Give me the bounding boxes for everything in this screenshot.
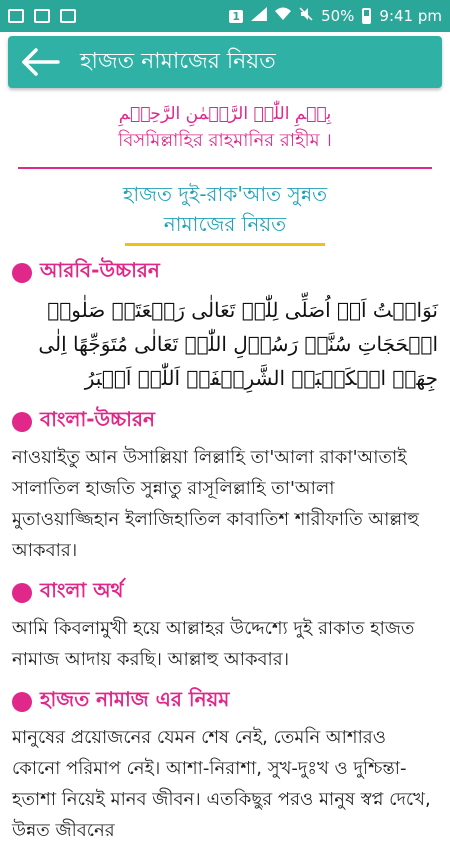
signal-icon	[251, 7, 267, 25]
gallery-icon	[8, 9, 24, 23]
section-title-rules: হাজত নামাজ এর নিয়ম	[12, 685, 438, 718]
bullet-icon	[12, 692, 32, 712]
section-title-bangla-meaning: বাংলা অর্থ	[12, 576, 438, 609]
article-heading	[12, 179, 438, 239]
section-title-bangla-pronunciation: বাংলা-উচ্চারন	[12, 405, 438, 438]
bullet-icon	[12, 263, 32, 283]
bismillah-bangla: বিসমিল্লাহির রাহমানির রাহীম ।	[118, 130, 332, 151]
rules-text: মানুষের প্রয়োজনের যেমন শেষ নেই, তেমনি আশারও কোনো পরিমাপ নেই। আশা-নিরাশা, সুখ-দুঃখ ও দুশ্চিন্তা-হতাশা নিয়েই মানব জীবন। এতকিছুর পরও মানুষ স্বপ্ন দেখে, উন্নত জীবনের	[12, 727, 431, 841]
bangla-pronunciation-text: নাওয়াইতু আন উসাল্লিয়া লিল্লাহি তা'আলা রাকা'আতাই সালাতিল হাজতি সুন্নাতু রাসূলিল্লাহি তা'আলা মুতাওয়াজ্জিহান ইলাজিহাতিল কাবাতিশ শারীফাতি আল্লাহু আকবার।	[12, 447, 419, 561]
heading-underline	[125, 243, 325, 246]
battery-icon	[362, 8, 371, 24]
mute-icon	[299, 7, 313, 25]
heading-line-1: হাজত দুই-রাক'আত সুন্নত	[122, 182, 328, 206]
back-button[interactable]	[18, 42, 62, 82]
arabic-niyat-text: نَوَایۡتُ اَنۡ اُصَلِّی لِلّٰہِ تَعَالٰی رَکۡعَتَیۡ صَلٰوۃِ الۡحَجَاتِ سُنَّۃُ رَسُوۡلِ اللّٰہِ تَعَالٰی مُتَوَجِّھًا اِلٰی جِھَۃِ الۡکَعۡبَۃِ الشَّرِیۡفَۃِ اَللّٰہُ اَکۡبَرُ	[38, 298, 438, 390]
bismillah-arabic: بِسۡمِ اللّٰہِ الرَّحۡمٰنِ الرَّحِیۡمِ	[118, 104, 332, 124]
status-bar	[0, 0, 450, 32]
camera-icon	[34, 9, 50, 23]
section-title-arabic-pronunciation: আরবি-উচ্চারন	[12, 256, 438, 289]
heading-line-2: নামাজের নিয়ত	[163, 212, 287, 236]
app-bar	[8, 36, 442, 88]
bangla-meaning-text: আমি কিবলামুখী হয়ে আল্লাহর উদ্দেশ্যে দুই রাকাত হাজত নামাজ আদায় করছি। আল্লাহু আকবার।	[12, 618, 415, 670]
arrow-left-icon	[20, 47, 60, 77]
bullet-icon	[12, 583, 32, 603]
download-icon	[60, 9, 76, 23]
clock: 9:41 pm	[379, 7, 442, 25]
page-title: হাজত নামাজের নিয়ত	[80, 48, 276, 74]
bullet-icon	[12, 412, 32, 432]
article-content[interactable]	[0, 100, 450, 841]
divider	[18, 167, 432, 169]
sim-icon: 1	[229, 10, 243, 23]
battery-label: 50%	[321, 7, 355, 25]
wifi-icon	[275, 7, 291, 25]
